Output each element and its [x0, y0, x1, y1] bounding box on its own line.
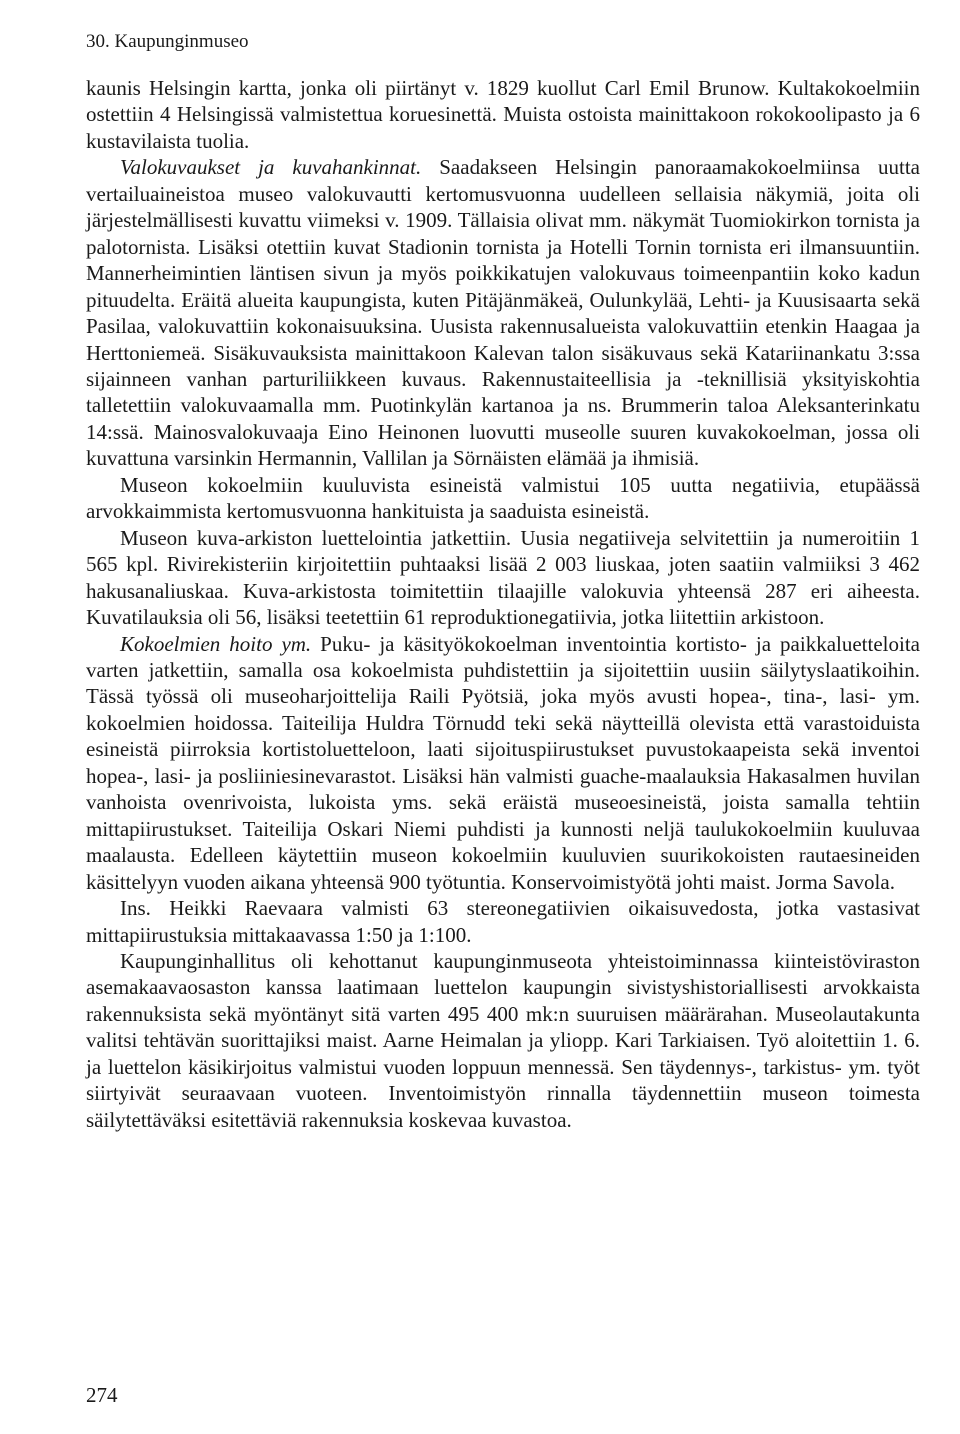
paragraph-photo-archive: [86, 525, 920, 631]
running-header: 30. Kaupunginmuseo: [86, 31, 249, 52]
paragraph-continuation: [86, 75, 920, 154]
page-number: 274: [86, 1383, 118, 1407]
paragraph-photography: [86, 154, 920, 471]
paragraph-text: Saadakseen Helsingin panoraamakokoelmiinsa uutta vertailuaineistoa museo valokuvautti kertomusvuonna uudelleen sellaisia näkymiä, joita oli järjestelmällisesti kuvattu viimeksi v. 1909. Tällaisia olivat mm. näkymät Tuomiokirkon tornista ja palotornista. Lisäksi otettiin kuvat Stadionin tornista ja Hotelli Tornin tornista eri ilmansuuntiin. Mannerheimintien läntisen sivun ja myös poikkikatujen valokuvaus toimeenpantiin koko kadun pituudelta. Eräitä alueita kaupungista, kuten Pitäjänmäkeä, Oulunkylää, Lehti- ja Kuusisaarta sekä Pasilaa, valokuvattiin kokonaisuuksina. Uusista rakennusalueista valokuvattiin etenkin Haagaa ja Herttoniemeä. Sisäkuvauksista mainittakoon Kalevan talon sisäkuvaus sekä Katariinankatu 3:ssa sijainneen vanhan parturiliikkeen kuvaus. Rakennustaiteellisia ja -teknillisiä yksityiskohtia talletettiin valokuvaamalla mm. Puotinkylän kartanoa ja ns. Brummerin taloa Aleksanterinkatu 14:ssä. Mainosvalokuvaaja Eino Heinonen luovutti museolle suuren kuvakokoelman, jossa oli kuvattuna varsinkin Hermannin, Vallilan ja Sörnäisten elämää ja ihmisiä.: [86, 155, 921, 471]
paragraph-text: Ins. Heikki Raevaara valmisti 63 stereonegatiivien oikaisuvedosta, jotka vastasivat mittapiirustuksia mittakaavassa 1:50 ja 1:100.: [86, 896, 920, 947]
paragraph-text: Museon kokoelmiin kuuluvista esineistä valmistui 105 uutta negatiivia, etupäässä arvokkaimmista kertomusvuonna hankituista ja saaduista esineistä.: [86, 472, 920, 524]
paragraph-stereo-negatives: [86, 895, 920, 948]
body-text: [86, 75, 920, 1133]
section-heading-photography: Valokuvaukset ja kuvahankinnat.: [120, 155, 422, 180]
paragraph-building-inventory: [86, 948, 920, 1133]
paragraph-text: Museon kuva-arkiston luettelointia jatkettiin. Uusia negatiiveja selvitettiin ja numeroitiin 1 565 kpl. Rivirekisteriin kirjoitettiin puhtaaksi lisää 2 003 liuskaa, joten saatiin valmiiksi 3 462 hakusanaliuskaa. Kuva-arkistosta toimitettiin tilaajille valokuvia yhteensä 287 eri aiheesta. Kuvatilauksia oli 56, lisäksi teetettiin 61 reproduktionegatiivia, jotka liitettiin arkistoon.: [86, 525, 920, 630]
paragraph-text: Puku- ja käsityökokoelman inventointia kortisto- ja paikkaluetteloita varten jatkettiin, samalla osa kokoelmista puhdistettiin ja sijoitettiin uusiin säilytyslaatikoihin. Tässä työssä oli museoharjoittelija Raili Pyötsiä, joka myös avusti hopea-, tina-, lasi- ym. kokoelmien hoidossa. Taiteilija Huldra Törnudd teki sekä näytteillä olevista että varastoiduista esineistä piirroksia kortistoluetteloon, laati sijoituspiirustukset puvustokaapeista sekä inventoi hopea-, lasi- ja posliiniesinevarastot. Lisäksi hän valmisti guache-maalauksia Hakasalmen huvilan vanhoista ovenrivoista, lukoista yms. sekä eräistä museoesineistä, joista samalla tehtiin mittapiirustukset. Taiteilija Oskari Niemi puhdisti ja kunnosti neljä taulukokoelmiin kuuluvaa maalausta. Edelleen käytettiin museon kokoelmiin kuuluvien suurikokoisten rautaesineiden käsittelyyn vuoden aikana yhteensä 900 työtuntia. Konservoimistyötä johti maist. Jorma Savola.: [86, 631, 920, 894]
paragraph-negatives: [86, 472, 920, 525]
paragraph-collection-care: [86, 631, 920, 896]
section-heading-collection-care: Kokoelmien hoito ym.: [120, 631, 312, 656]
paragraph-text: kaunis Helsingin kartta, jonka oli piirtänyt v. 1829 kuollut Carl Emil Brunow. Kultakokoelmiin ostettiin 4 Helsingissä valmistettua koruesinettä. Muista ostoista mainittakoon rokokoolipasto ja 6 kustavilaista tuolia.: [86, 76, 920, 153]
paragraph-text: Kaupunginhallitus oli kehottanut kaupunginmuseota yhteistoiminnassa kiinteistöviraston asemakaavaosaston kanssa laatimaan luettelon kaupungin sivistyshistoriallisesti arvokkaista rakennuksista sekä myöntänyt sitä varten 495 400 mk:n suuruisen määrärahan. Museolautakunta valitsi tehtävän suorittajiksi maist. Aarne Heimalan ja yliopp. Kari Tarkiaisen. Työ aloitettiin 1. 6. ja luettelon käsikirjoitus valmistui vuoden loppuun mennessä. Sen täydennys-, tarkistus- ym. työt siirtyivät seuraavaan vuoteen. Inventoimistyön rinnalla täydennettiin museon toimesta säilytettäväksi esitettäviä rakennuksia koskevaa kuvastoa.: [86, 948, 920, 1132]
